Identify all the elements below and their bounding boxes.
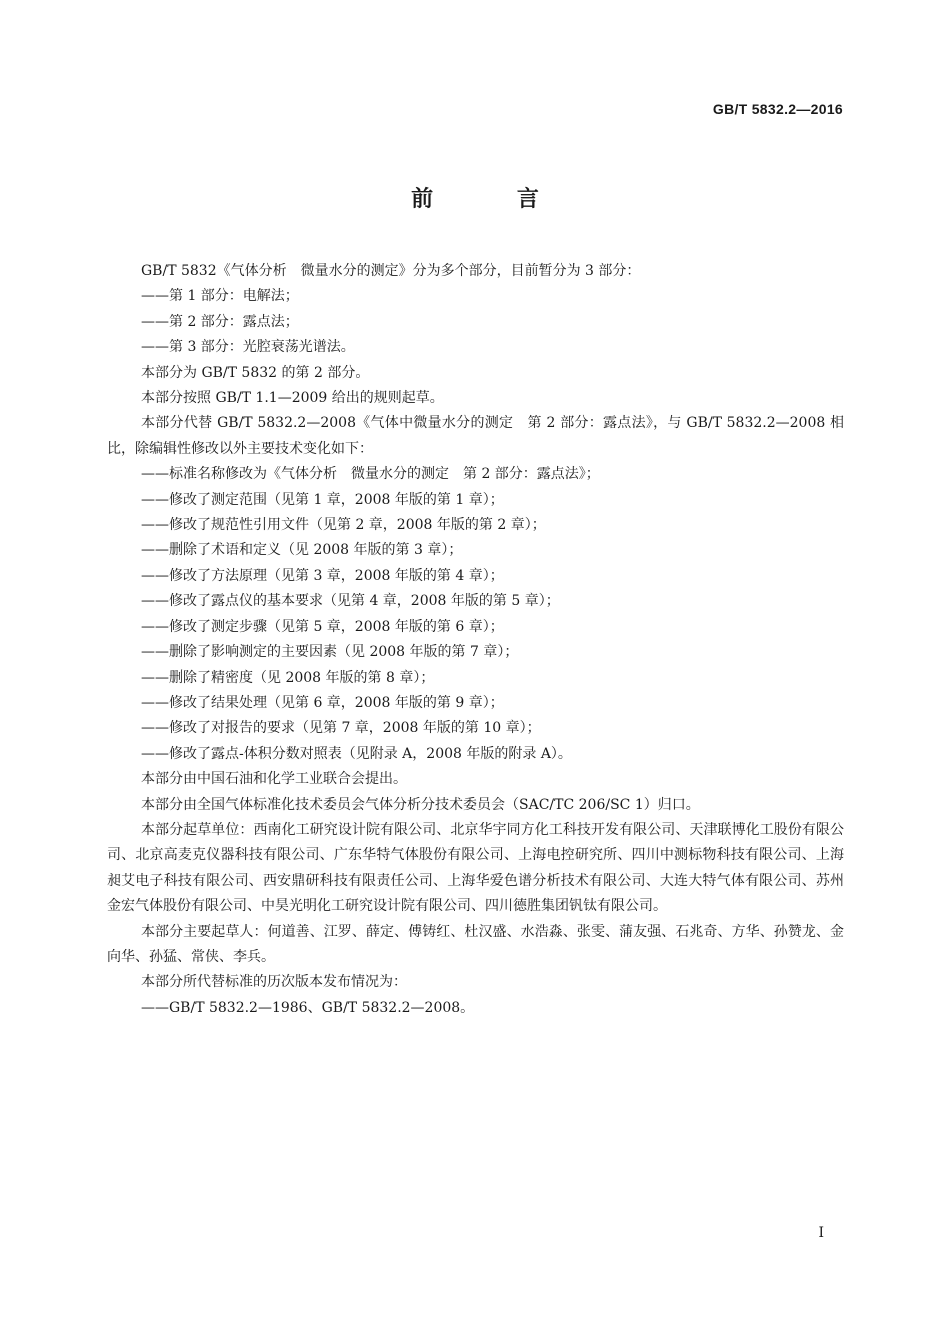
change-item: ——修改了方法原理（见第 3 章，2008 年版的第 4 章）； bbox=[141, 567, 504, 584]
paragraph-proposed-by: 本部分由中国石油和化学工业联合会提出。 bbox=[141, 771, 407, 788]
page-title: 前 言 bbox=[411, 187, 577, 212]
paragraph-drafting-rules: 本部分按照 GB/T 1.1—2009 给出的规则起草。 bbox=[141, 390, 444, 407]
change-item: ——修改了露点仪的基本要求（见第 4 章，2008 年版的第 5 章）； bbox=[141, 593, 560, 610]
change-item: ——修改了测定步骤（见第 5 章，2008 年版的第 6 章）； bbox=[141, 618, 504, 635]
paragraph-replaces: 本部分代替 GB/T 5832.2—2008《气体中微量水分的测定 第 2 部分：露点法》，与 GB/T 5832.2—2008 相比，除编辑性修改以外主要技术变化如下： bbox=[107, 415, 844, 457]
page-number: I bbox=[818, 1225, 824, 1241]
standard-code: GB/T 5832.2—2016 bbox=[712, 101, 843, 117]
paragraph-part-of: 本部分为 GB/T 5832 的第 2 部分。 bbox=[141, 364, 370, 381]
list-item-part-1: ——第 1 部分：电解法； bbox=[141, 288, 299, 305]
change-item: ——修改了规范性引用文件（见第 2 章，2008 年版的第 2 章）； bbox=[141, 517, 546, 534]
change-item: ——标准名称修改为《气体分析 微量水分的测定 第 2 部分：露点法》； bbox=[141, 466, 600, 483]
paragraph-intro: GB/T 5832《气体分析 微量水分的测定》分为多个部分，目前暂分为 3 部分： bbox=[141, 263, 641, 279]
change-item: ——修改了测定范围（见第 1 章，2008 年版的第 1 章）； bbox=[141, 491, 504, 508]
paragraph-previous-editions: 本部分所代替标准的历次版本发布情况为： bbox=[141, 974, 407, 991]
change-item: ——修改了对报告的要求（见第 7 章，2008 年版的第 10 章）； bbox=[141, 720, 541, 737]
change-item: ——删除了影响测定的主要因素（见 2008 年版的第 7 章）； bbox=[141, 644, 519, 661]
document-body bbox=[107, 259, 844, 1021]
list-item-part-3: ——第 3 部分：光腔衰荡光谱法。 bbox=[141, 339, 355, 356]
paragraph-main-drafters: 本部分主要起草人：何道善、江罗、薛定、傅铸红、杜汉盛、水浩淼、张雯、蒲友强、石兆奇、方华、孙赞龙、金向华、孙猛、常侠、李兵。 bbox=[107, 923, 844, 965]
change-item: ——删除了精密度（见 2008 年版的第 8 章）； bbox=[141, 669, 435, 686]
list-item-previous-editions: ——GB/T 5832.2—1986、GB/T 5832.2—2008。 bbox=[141, 999, 475, 1016]
paragraph-under-jurisdiction: 本部分由全国气体标准化技术委员会气体分析分技术委员会（SAC/TC 206/SC 1）归口。 bbox=[141, 796, 700, 813]
list-item-part-2: ——第 2 部分：露点法； bbox=[141, 313, 299, 330]
change-item: ——修改了露点-体积分数对照表（见附录 A，2008 年版的附录 A）。 bbox=[141, 745, 572, 762]
change-item: ——删除了术语和定义（见 2008 年版的第 3 章）； bbox=[141, 542, 463, 559]
paragraph-drafting-units: 本部分起草单位：西南化工研究设计院有限公司、北京华宇同方化工科技开发有限公司、天津联博化工股份有限公司、北京高麦克仪器科技有限公司、广东华特气体股份有限公司、上海电控研究所、四川中测标物科技有限公司、上海昶艾电子科技有限公司、西安鼎研科技有限责任公司、上海华爱色谱分析技术有限公司、大连大特气体有限公司、苏州金宏气体股份有限公司、中昊光明化工研究设计院有限公司、四川德胜集团钒钛有限公司。 bbox=[107, 821, 844, 915]
change-item: ——修改了结果处理（见第 6 章，2008 年版的第 9 章）； bbox=[141, 694, 504, 711]
